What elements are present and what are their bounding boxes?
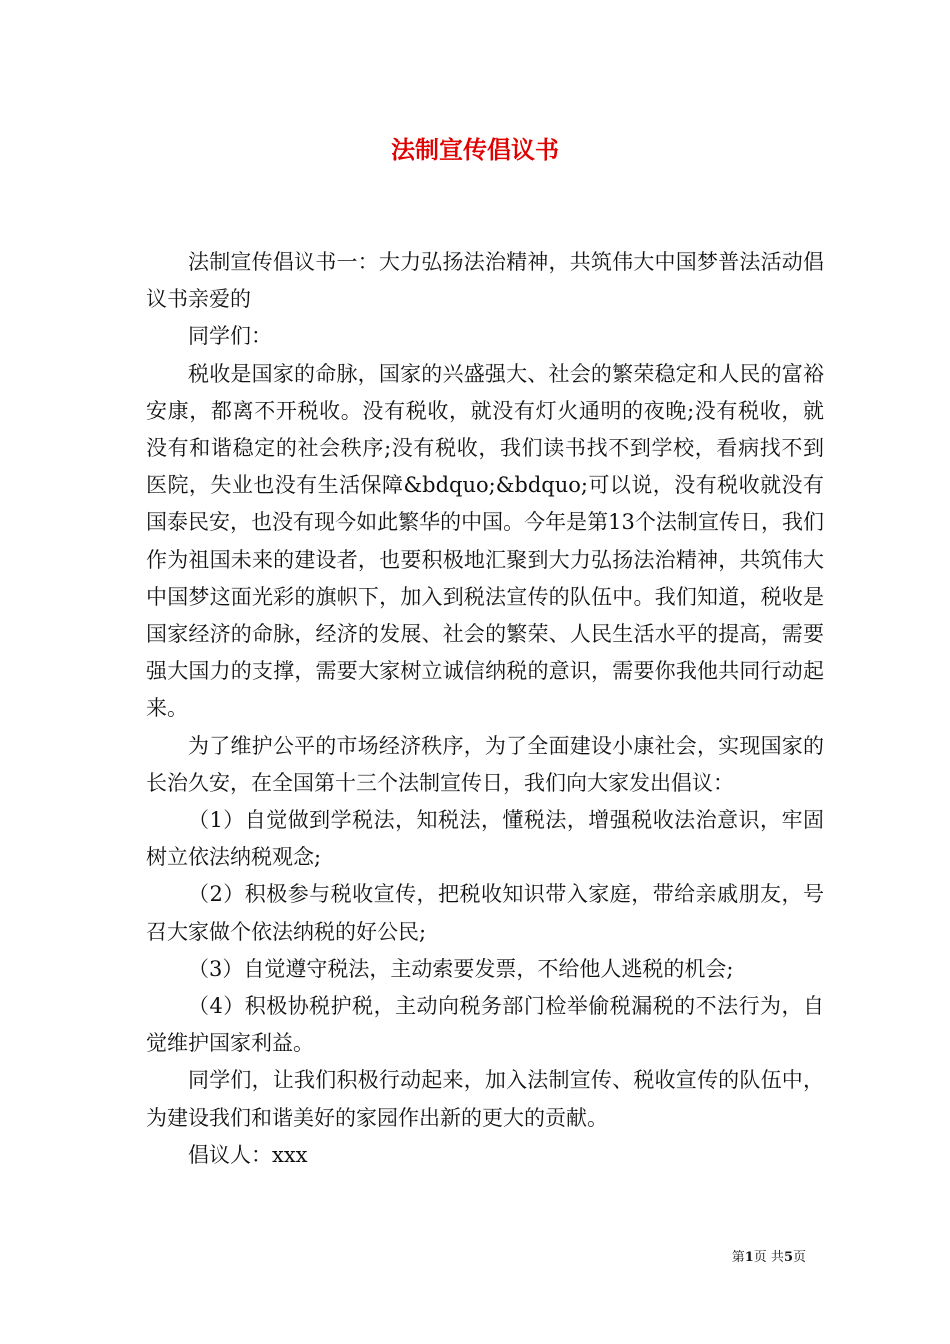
paragraph-item-4: （4）积极协税护税，主动向税务部门检举偷税漏税的不法行为，自觉维护国家利益。 [146, 994, 824, 1056]
paragraph-item-1: （1）自觉做到学税法，知税法，懂税法，增强税收法治意识，牢固树立依法纳税观念; [146, 808, 824, 870]
footer-suffix: 页 [792, 1250, 806, 1265]
paragraph-closing: 同学们，让我们积极行动起来，加入法制宣传、税收宣传的队伍中，为建设我们和谐美好的家园作出新的更大的贡献。 [146, 1068, 824, 1130]
paragraph-greeting: 同学们： [188, 324, 272, 349]
paragraph-proposal-intro: 为了维护公平的市场经济秩序，为了全面建设小康社会，实现国家的长治久安，在全国第十三个法制宣传日，我们向大家发出倡议： [146, 733, 824, 795]
document-body [146, 244, 824, 1174]
document-title: 法制宣传倡议书 [391, 135, 559, 164]
paragraph-item-3: （3）自觉遵守税法，主动索要发票，不给他人逃税的机会; [188, 956, 734, 981]
footer-prefix: 第 [731, 1250, 745, 1265]
paragraph-item-2: （2）积极参与税收宣传，把税收知识带入家庭，带给亲戚朋友，号召大家做个依法纳税的好公民; [146, 882, 824, 944]
paragraph-intro: 法制宣传倡议书一：大力弘扬法治精神，共筑伟大中国梦普法活动倡议书亲爱的 [146, 250, 824, 312]
paragraph-signature: 倡议人：xxx [188, 1142, 308, 1167]
paragraph-tax-importance: 税收是国家的命脉，国家的兴盛强大、社会的繁荣稳定和人民的富裕安康，都离不开税收。没有税收，就没有灯火通明的夜晚;没有税收，就没有和谐稳定的社会秩序;没有税收，我们读书找不到学校，看病找不到医院，失业也没有生活保障&bdquo;&bdquo;可以说，没有税收就没有国泰民安，也没有现今如此繁华的中国。今年是第13个法制宣传日，我们作为祖国未来的建设者，也要积极地汇聚到大力弘扬法治精神，共筑伟大中国梦这面光彩的旗帜下，加入到税法宣传的队伍中。我们知道，税收是国家经济的命脉，经济的发展、社会的繁荣、人民生活水平的提高，需要强大国力的支撑，需要大家树立诚信纳税的意识，需要你我他共同行动起来。 [146, 361, 824, 721]
footer-page-number: 1 [744, 1250, 754, 1265]
page-number-footer [0, 1246, 806, 1265]
footer-middle: 页 共 [753, 1250, 784, 1265]
footer-total-pages: 5 [783, 1250, 793, 1265]
